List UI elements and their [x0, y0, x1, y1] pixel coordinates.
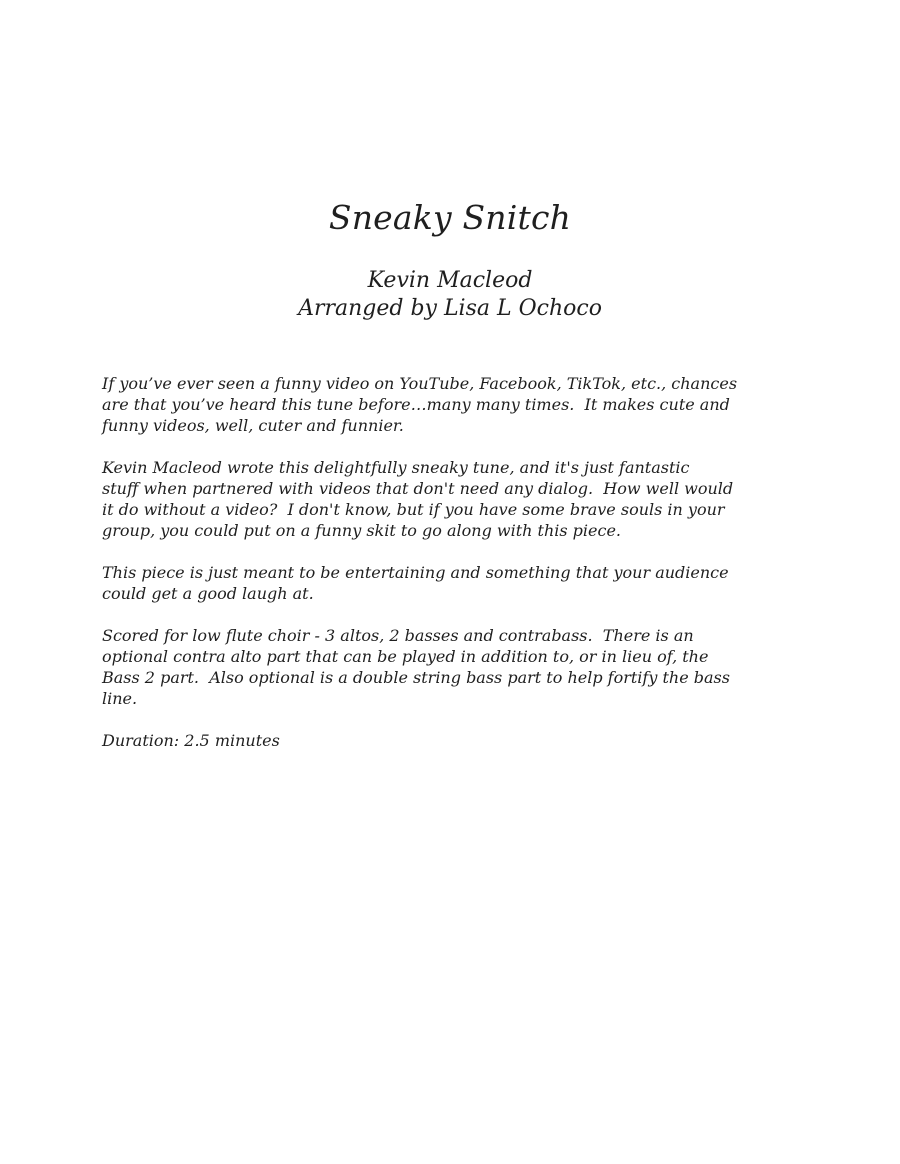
paragraph-line: stuff when partnered with videos that don't need any dialog. How well would [102, 479, 734, 498]
paragraph-line: Kevin Macleod wrote this delightfully sneaky tune, and it's just fantastic [102, 458, 690, 477]
paragraph-line: could get a good laugh at. [102, 584, 314, 603]
paragraph-about-composer [102, 457, 782, 541]
paragraph-line: If you’ve ever seen a funny video on YouTube, Facebook, TikTok, etc., chances [102, 374, 738, 393]
paragraph-purpose [102, 562, 782, 604]
paragraph-line: group, you could put on a funny skit to go along with this piece. [102, 521, 622, 540]
paragraph-line: optional contra alto part that can be played in addition to, or in lieu of, the [102, 647, 709, 666]
program-notes [102, 373, 782, 751]
duration-text: Duration: 2.5 minutes [102, 731, 280, 750]
piece-title: Sneaky Snitch [328, 198, 572, 237]
paragraph-line: funny videos, well, cuter and funnier. [102, 416, 404, 435]
paragraph-line: are that you’ve heard this tune before…many many times. It makes cute and [102, 395, 730, 414]
paragraph-line: it do without a video? I don't know, but if you have some brave souls in your [102, 500, 725, 519]
paragraph-line: This piece is just meant to be entertaining and something that your audience [102, 563, 729, 582]
arranger-credit: Arranged by Lisa L Ochoco [298, 296, 602, 321]
paragraph-scoring [102, 625, 782, 709]
composer-name: Kevin Macleod [367, 268, 533, 293]
paragraph-line: line. [102, 689, 138, 708]
paragraph-intro [102, 373, 782, 436]
paragraph-line: Scored for low flute choir - 3 altos, 2 basses and contrabass. There is an [102, 626, 694, 645]
paragraph-line: Bass 2 part. Also optional is a double string bass part to help fortify the bass [102, 668, 730, 687]
